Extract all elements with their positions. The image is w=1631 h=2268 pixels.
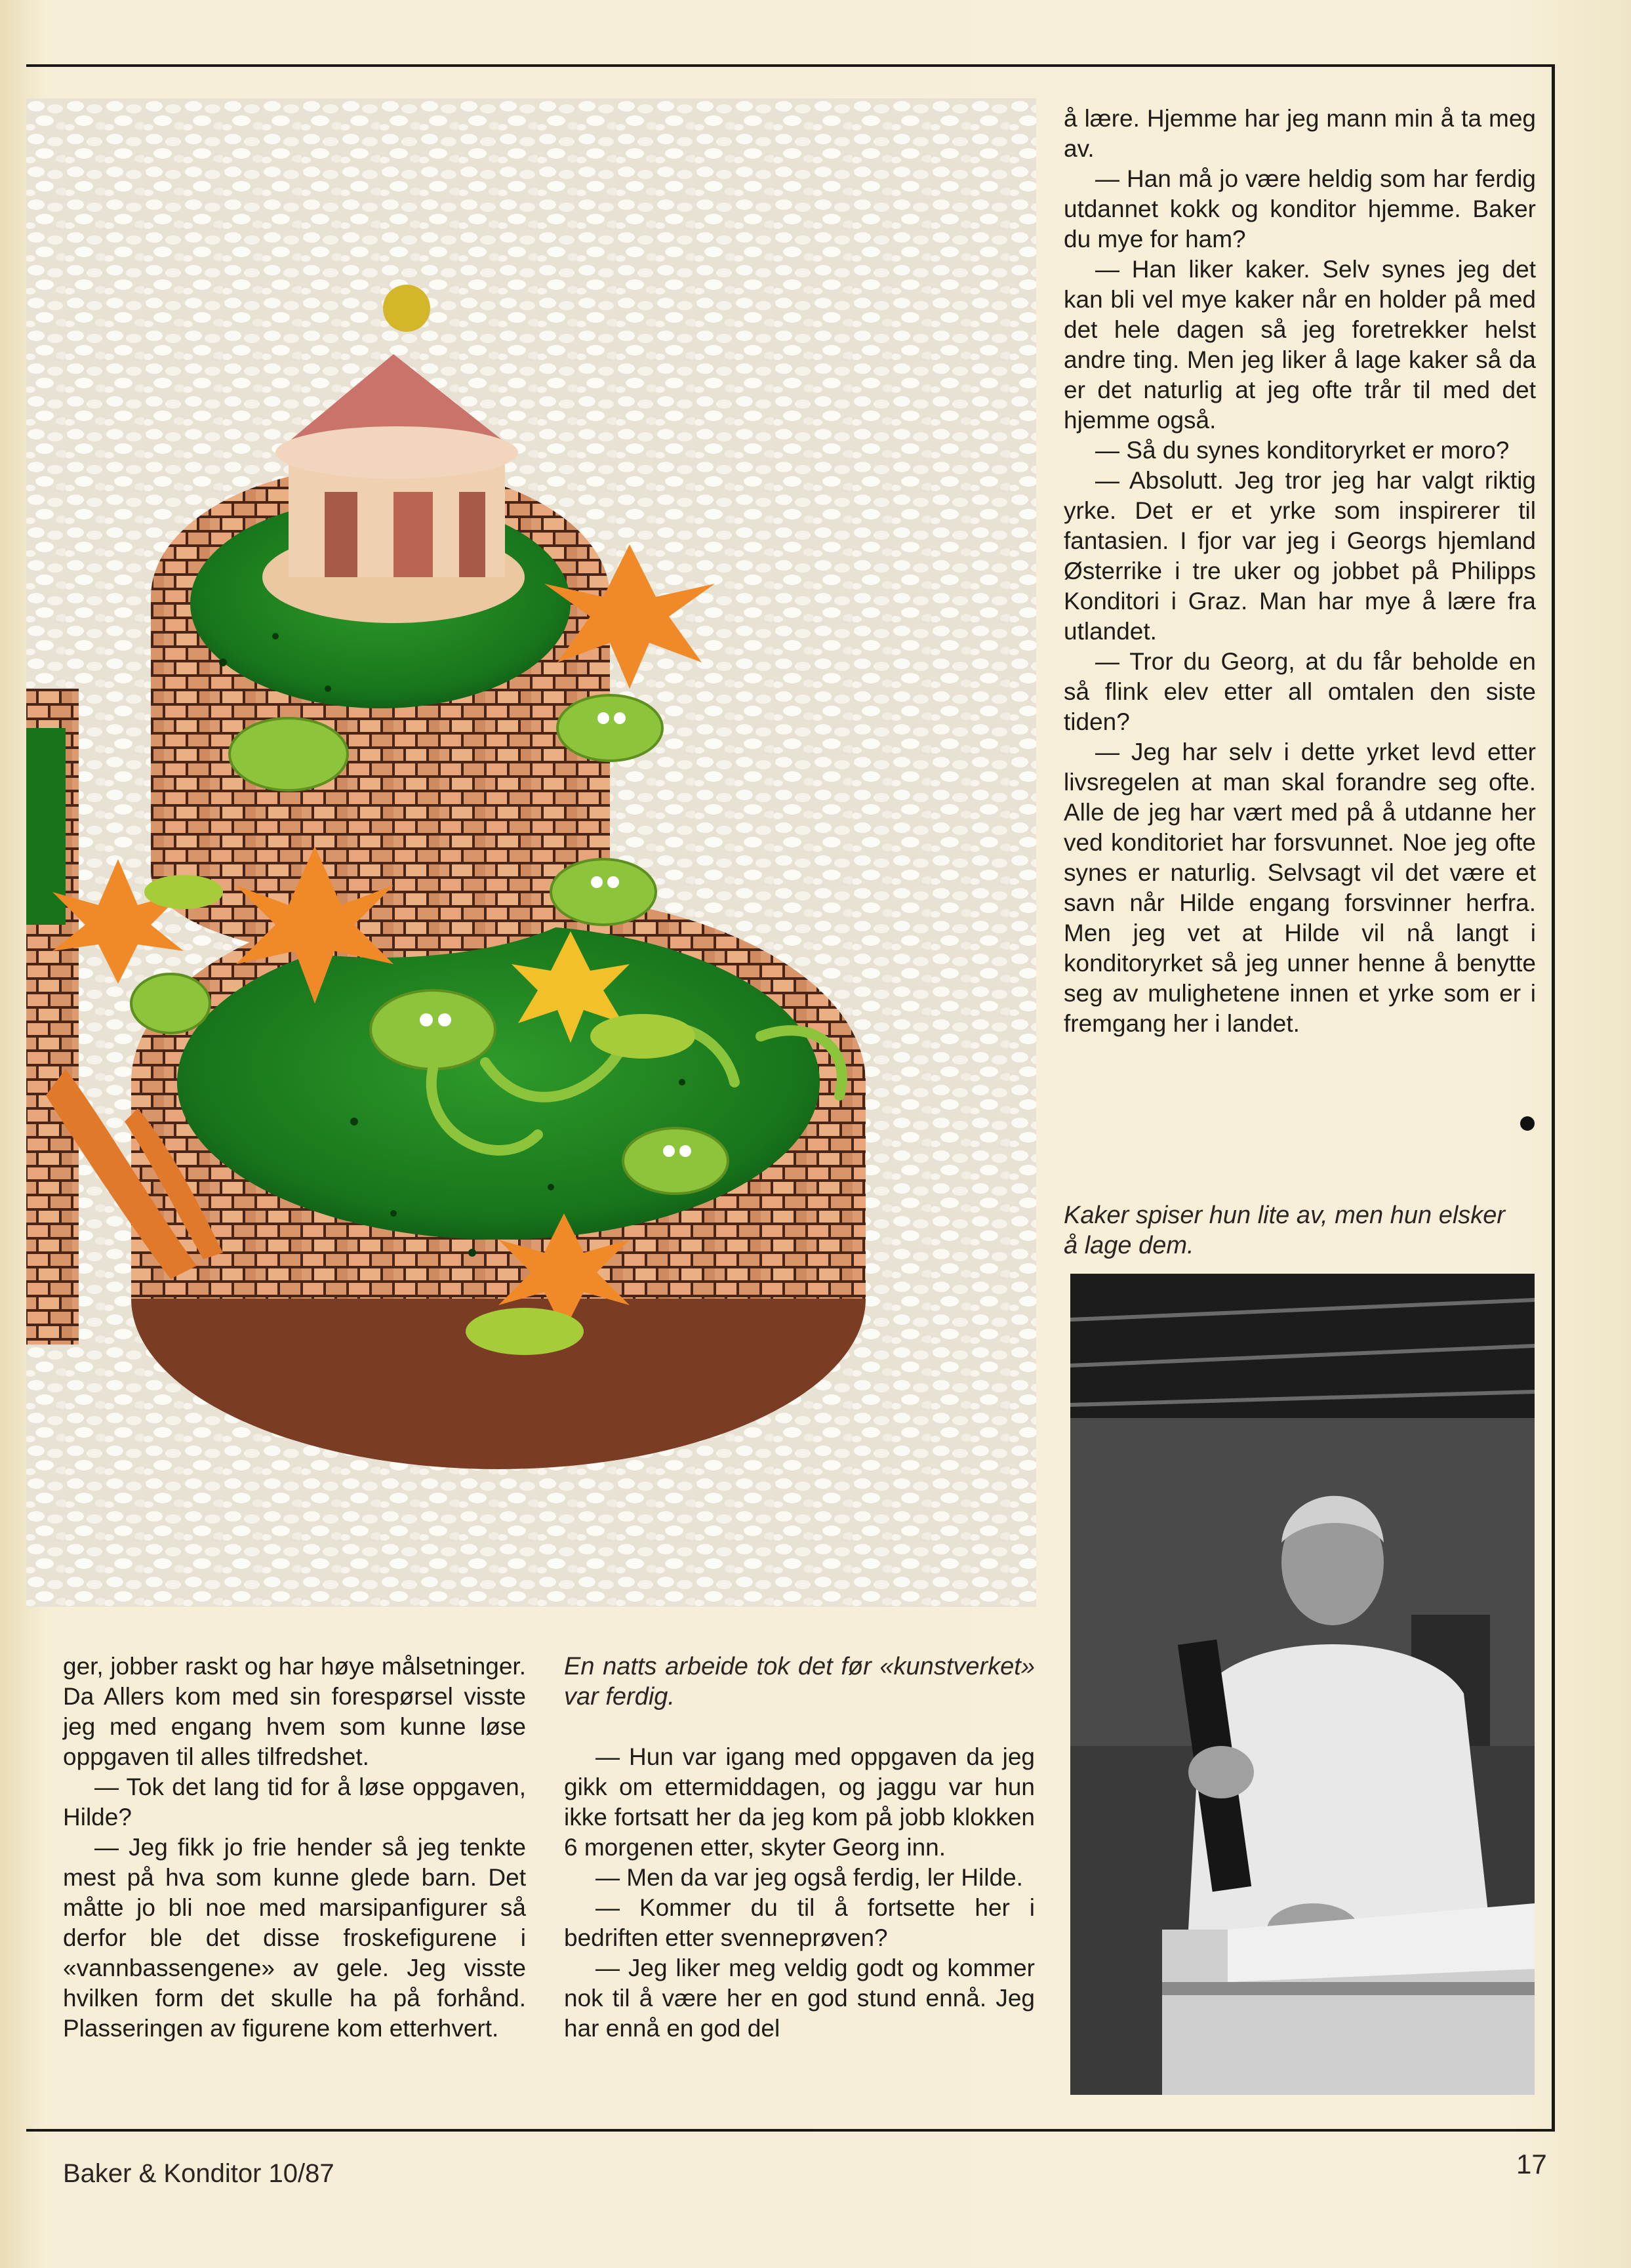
article-column-right	[1064, 104, 1536, 1039]
paragraph: — Tror du Georg, at du får beholde en så flink elev etter all omtalen den siste tiden?	[1064, 648, 1536, 735]
end-of-article-dot	[1520, 1116, 1535, 1131]
paragraph: — Han liker kaker. Selv synes jeg det kan bli vel mye kaker når en holder på med det hele dagen så jeg foretrekker helst andre ting. Men jeg liker å lage kaker så da er det naturlig at jeg ofte trår til med det hjemme også.	[1064, 256, 1536, 434]
paragraph: ger, jobber raskt og har høye målsetninger. Da Allers kom med sin forespørsel visste jeg med engang hvem som kunne løse oppgaven til alles tilfredshet.	[63, 1653, 526, 1770]
frame-bottom-rule	[26, 2129, 1554, 2132]
paragraph: — Jeg liker meg veldig godt og kommer nok til å være her en god stund ennå. Jeg har ennå en god del	[564, 1954, 1035, 2042]
paragraph: — Absolutt. Jeg tror jeg har valgt riktig yrke. Det er et yrke som inspirerer til fantasien. I fjor var jeg i Georgs hjemland Østerrike i tre uker og jobbet på Philipps Konditori i Graz. Man har mye å lære fra utlandet.	[1064, 467, 1536, 645]
issue-number: 10/87	[268, 2159, 334, 2188]
baker-photo	[1070, 1274, 1535, 2095]
paragraph: — Tok det lang tid for å løse oppgaven, Hilde?	[63, 1773, 526, 1831]
page-number: 17	[1516, 2149, 1547, 2179]
paragraph: — Jeg fikk jo frie hender så jeg tenkte mest på hva som kunne glede barn. Det måtte jo bli noe med marsipanfigurer så derfor ble det disse froskefigurene i «vannbassengene» av gele. Jeg visste hvilken form det skulle ha på forhånd. Plasseringen av figurene kom etterhvert.	[63, 1834, 526, 2042]
article-column-middle	[564, 1651, 1035, 2044]
paragraph: — Jeg har selv i dette yrket levd etter livsregelen at man skal forandre seg ofte. Alle de jeg har vært med på å utdanne her ved konditoriet har forsvunnet. Noe jeg ofte synes er naturlig. Selvsagt vil det være et savn når Hilde engang forsvinner herfra. Men jeg vet at Hilde vil nå langt i konditoryrket så jeg unner henne å benytte seg av mulighetene innen et yrke som er i fremgang her i landet.	[1064, 739, 1536, 1037]
frame-top-rule	[26, 64, 1554, 67]
footer-magazine	[63, 2159, 334, 2189]
paragraph: — Kommer du til å fortsette her i bedriften etter svenneprøven?	[564, 1894, 1035, 1951]
cake-photo	[26, 98, 1036, 1607]
paragraph: — Så du synes konditoryrket er moro?	[1095, 437, 1510, 464]
magazine-name: Baker & Konditor	[63, 2159, 262, 2188]
caption-middle: En natts arbeide tok det før «kunstverket» var ferdig.	[564, 1653, 1035, 1711]
paragraph: — Men da var jeg også ferdig, ler Hilde.	[595, 1864, 1023, 1891]
paragraph: å lære. Hjemme har jeg mann min å ta meg av.	[1064, 105, 1536, 162]
caption-right: Kaker spiser hun lite av, men hun elsker å lage dem.	[1064, 1202, 1506, 1259]
paragraph: — Hun var igang med oppgaven da jeg gikk om ettermiddagen, og jaggu var hun ikke fortsatt her da jeg kom på jobb klokken 6 morgenen etter, skyter Georg inn.	[564, 1743, 1035, 1861]
frame-right-rule	[1552, 64, 1555, 2132]
article-column-left	[63, 1651, 526, 2044]
paragraph: — Han må jo være heldig som har ferdig utdannet kokk og konditor hjemme. Baker du mye for ham?	[1064, 165, 1536, 253]
